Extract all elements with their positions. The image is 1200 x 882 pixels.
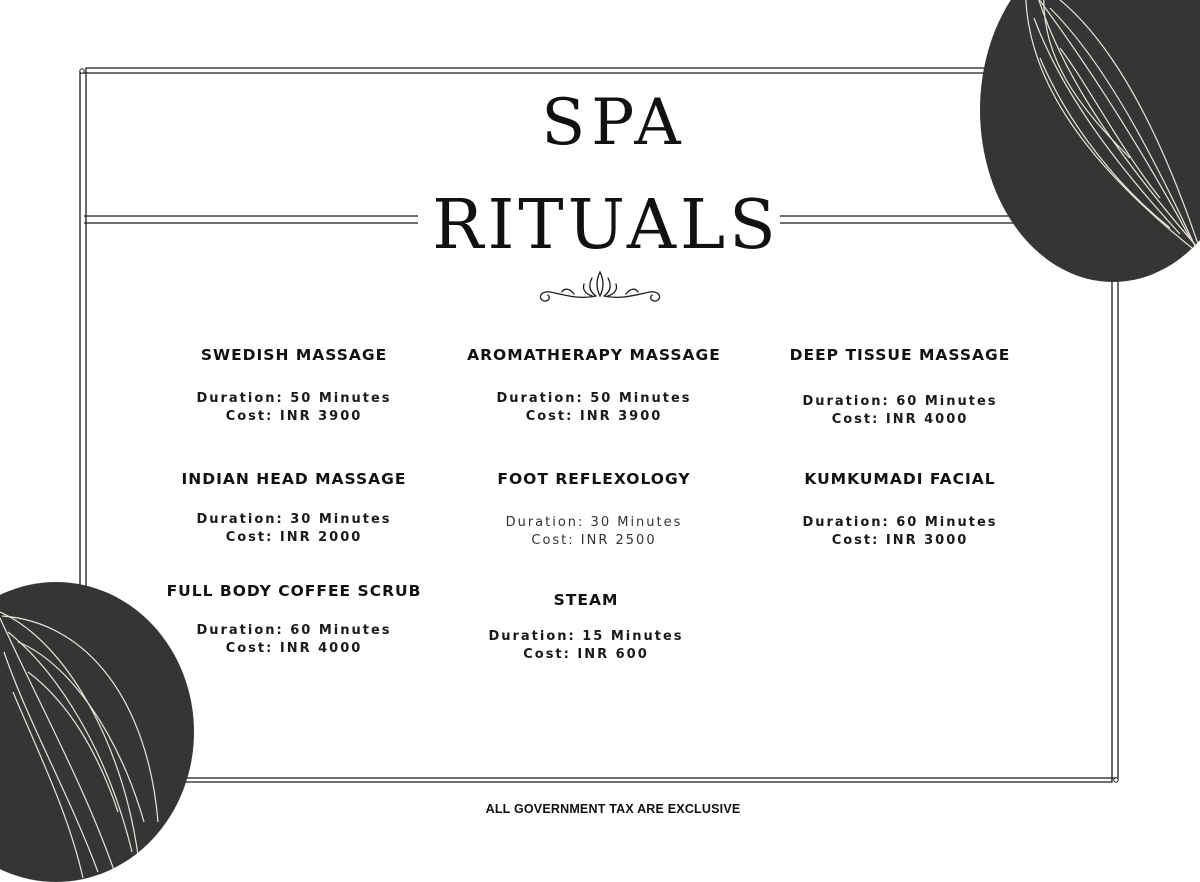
service-steam	[436, 591, 736, 664]
service-kumkumadi-facial	[750, 470, 1050, 550]
service-name: SWEDISH MASSAGE	[200, 346, 388, 364]
service-duration: Duration: 60 Minutes	[802, 515, 998, 530]
service-duration: Duration: 30 Minutes	[196, 512, 392, 527]
service-duration: Duration: 50 Minutes	[196, 391, 392, 406]
service-name: FOOT REFLEXOLOGY	[497, 470, 691, 488]
service-name: AROMATHERAPY MASSAGE	[467, 346, 721, 364]
service-full-body-coffee-scrub	[144, 582, 444, 658]
service-cost: Cost: INR 3900	[225, 409, 363, 424]
service-name: INDIAN HEAD MASSAGE	[181, 470, 407, 488]
tax-note: ALL GOVERNMENT TAX ARE EXCLUSIVE	[485, 802, 741, 816]
page-title-line1: SPA	[541, 86, 687, 160]
service-cost: Cost: INR 3000	[831, 533, 969, 548]
service-aromatherapy-massage	[444, 346, 744, 426]
service-cost: Cost: INR 2000	[225, 530, 363, 545]
service-name: KUMKUMADI FACIAL	[804, 470, 996, 488]
service-foot-reflexology	[444, 470, 744, 550]
service-cost: Cost: INR 4000	[831, 412, 969, 427]
service-duration: Duration: 30 Minutes	[505, 515, 683, 530]
service-duration: Duration: 60 Minutes	[196, 623, 392, 638]
service-cost: Cost: INR 600	[523, 647, 649, 662]
service-duration: Duration: 50 Minutes	[496, 391, 692, 406]
service-cost: Cost: INR 4000	[225, 641, 363, 656]
page-title-line2: RITUALS	[432, 186, 780, 265]
service-indian-head-massage	[144, 470, 444, 547]
service-name: DEEP TISSUE MASSAGE	[789, 346, 1011, 364]
service-cost: Cost: INR 2500	[531, 533, 657, 548]
service-duration: Duration: 60 Minutes	[802, 394, 998, 409]
service-deep-tissue-massage	[750, 346, 1050, 429]
ornamental-flourish-icon	[534, 266, 666, 304]
service-duration: Duration: 15 Minutes	[488, 629, 684, 644]
service-name: FULL BODY COFFEE SCRUB	[166, 582, 422, 600]
service-cost: Cost: INR 3900	[525, 409, 663, 424]
service-name: STEAM	[553, 591, 619, 609]
service-swedish-massage	[144, 346, 444, 426]
